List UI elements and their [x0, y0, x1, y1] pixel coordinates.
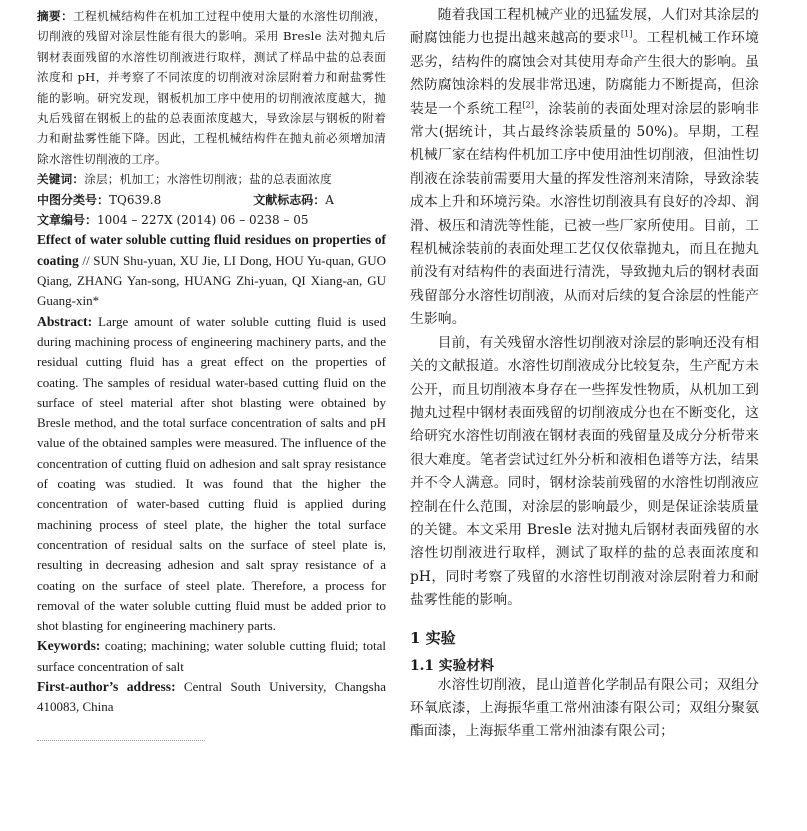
- chinese-abstract-label: 摘要：: [37, 9, 74, 23]
- classification-line: [37, 190, 386, 210]
- first-author-label: First-author’s address:: [37, 679, 176, 694]
- doc-code-value: A: [325, 192, 334, 207]
- body-text: ，涂装前的表面处理对涂层的影响非常大(据统计，其占最终涂装质量的 50%)。早期，工程机械厂家在结构件机加工序中使用油性切削液，但油性切削液在涂装前需要用大量的挥发性溶剂来清除，导致涂装成本上升和环境污染。水溶性切削液具有良好的冷却、润滑、极压和清洗等性能，已被一些厂家所使用。目前，工程机械涂装前的表面处理工艺仅仅依靠抛丸，而且在抛丸前没有对结构件的表面进行清洗，导致抛丸后的钢材表面残留部分水溶性切削液，从而对后续的复合涂层的性能产生影响。: [410, 100, 759, 328]
- body-text: 。工程机械工作环境恶劣，结构件的腐蚀会对其使用寿命产生很大的影响。虽然防腐蚀涂料的发展非常迅速，防腐能力不断提高，但涂装是一个系统工程: [410, 30, 760, 117]
- citation-ref-2: [2]: [522, 100, 535, 110]
- doc-code-label: 文献标志码：: [253, 192, 326, 207]
- english-title-block: [37, 230, 386, 311]
- english-keywords: [37, 636, 386, 677]
- chinese-keywords: [37, 169, 386, 189]
- english-title: Effect of water soluble cutting fluid residues on properties of coating: [37, 232, 386, 268]
- english-keywords-text: coating; machining; water soluble cutting fluid; total surface concentration of salt: [37, 638, 386, 674]
- english-authors: // SUN Shu-yuan, XU Jie, LI Dong, HOU Yu-quan, GUO Qiang, ZHANG Yan-song, HUANG Zhi-yuan, QI Xiang-an, GU Guang-xin*: [37, 252, 386, 309]
- chinese-keywords-label: 关键词：: [37, 172, 85, 187]
- english-abstract-text: Large amount of water soluble cutting fluid is used during machining process of engineering machinery parts, and the residual cutting fluid has a great effect on the properties of coating. The samples of residual water-based cutting fluid on the surface of steel material after shot blasting were obtained by Bresle method, and the total surface concentration of salts and pH value of the obtained samples were measured. The influence of the concentration of cutting fluid on adhesion and salt spray resistance of coating was studied. It was found that the higher the concentration of water-based cutting fluid is applied during machining process of steel plate, the higher the total surface concentration of residual salts on the surface of steel plate is, resulting in decreasing adhesion and salt spray resistance of a coating on the surface of steel plate. Therefore, a process for removal of the water soluble cutting fluid must be added prior to shot blasting for engineering machinery parts.: [37, 313, 386, 634]
- clc-value: TQ639.8: [109, 192, 162, 207]
- english-abstract: [37, 312, 386, 637]
- article-number-line: [37, 210, 386, 230]
- article-no-value: 1004 – 227X (2014) 06 – 0238 – 05: [97, 213, 309, 228]
- first-author-address: [37, 677, 386, 718]
- subsection-heading-materials: 1.1 实验材料: [410, 657, 494, 674]
- left-column: [37, 6, 386, 741]
- right-column: [410, 4, 759, 744]
- chinese-abstract: [37, 6, 386, 169]
- body-paragraph-materials: 水溶性切削液，昆山道普化学制品有限公司；双组分环氧底漆，上海振华重工常州油漆有限公司；双组分聚氨酯面漆，上海振华重工常州油漆有限公司；: [410, 676, 759, 740]
- article-no-label: 文章编号：: [37, 213, 98, 228]
- english-abstract-label: Abstract:: [37, 313, 93, 329]
- clc-label: 中图分类号：: [37, 192, 110, 207]
- body-paragraph-1: [410, 4, 759, 332]
- english-keywords-label: Keywords:: [37, 638, 101, 654]
- section-heading-experiment: 1 实验: [410, 628, 456, 647]
- chinese-abstract-text: 工程机械结构件在机加工过程中使用大量的水溶性切削液，切削液的残留对涂层性能有很大的影响。采用 Bresle 法对抛丸后钢材表面残留的水溶性切削液进行取样，测试了样品中盐的总表面浓度和 pH，并考察了不同浓度的切削液对涂层附着力和耐盐雾性能的影响。研究发现，钢板机加工序中使用的切削液浓度越大，抛丸后残留在钢板上的盐的总表面浓度越大，导致涂层与钢板的附着力和耐盐雾性能下降。因此，工程机械结构件在抛丸前必须增加清除水溶性切削液的工序。: [37, 9, 387, 166]
- body-paragraph-2: 目前，有关残留水溶性切削液对涂层的影响还没有相关的文献报道。水溶性切削液成分比较复杂，生产配方未公开，而且切削液本身存在一些挥发性物质，从机加工到抛丸过程中钢材表面残留的切削液成分也在不断变化，这给研究水溶性切削液在钢材表面的残留量及成分分析带来很大难度。笔者尝试过红外分析和液相色谱等方法，结果并不令人满意。同时，钢材涂装前残留的水溶性切削液应控制在什么范围，对涂层的影响最少，则是保证涂装质量的关键。本文采用 Bresle 法对抛丸后钢材表面残留的水溶性切削液进行取样，测试了取样的盐的总表面浓度和 pH，同时考察了残留的水溶性切削液对涂层附着力和耐盐雾性能的影响。: [410, 334, 759, 609]
- citation-ref-1: [1]: [620, 29, 633, 39]
- footnote-divider: [37, 740, 205, 741]
- chinese-keywords-text: 涂层；机加工；水溶性切削液；盐的总表面浓度: [84, 172, 332, 187]
- first-author-value: Central South University, Changsha 410083, China: [37, 679, 386, 715]
- body-text: 随着我国工程机械产业的迅猛发展，人们对其涂层的耐腐蚀能力也提出越来越高的要求: [410, 7, 759, 47]
